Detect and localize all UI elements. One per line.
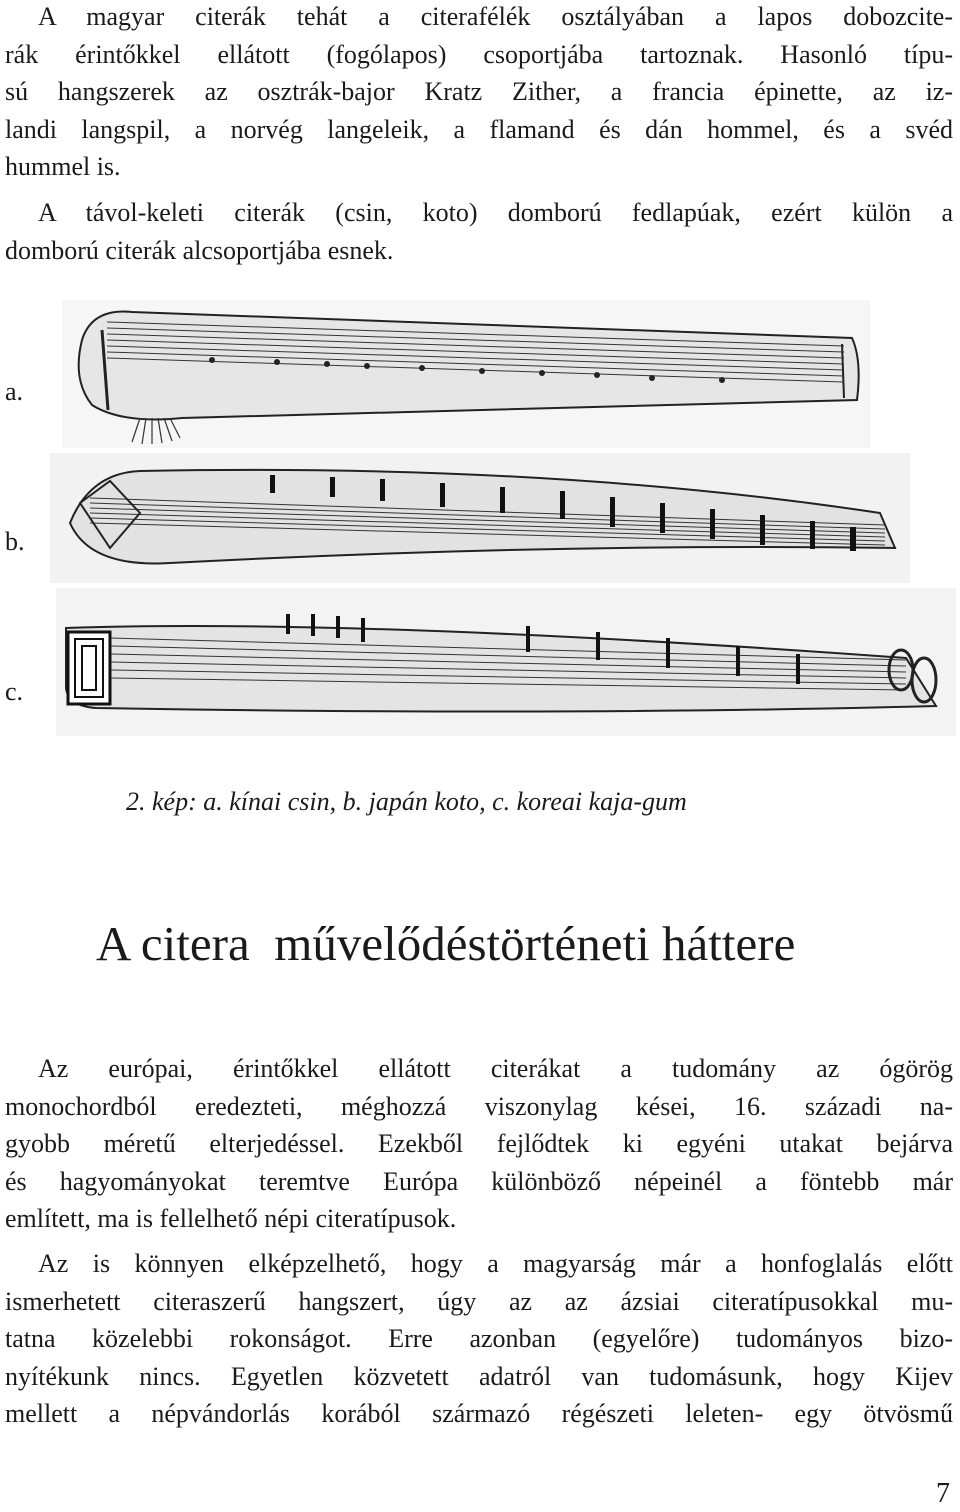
section-heading: A citera művelődéstörténeti háttere (96, 916, 796, 971)
text-line: monochordból eredezteti, méghozzá viszonylag kései, 16. századi na- (5, 1091, 953, 1121)
chinese-qin-illustration (62, 300, 870, 448)
page-number: 7 (936, 1478, 950, 1509)
text-line: domború citerák alcsoportjába esnek. (5, 235, 394, 265)
figure-caption: 2. kép: a. kínai csin, b. japán koto, c. koreai kaja-gum (126, 787, 687, 816)
text-line: Az európai, érintőkkel ellátott citerákat a tudomány az ógörög (38, 1054, 953, 1083)
text-line: tatna közelebbi rokonságot. Erre azonban (egyelőre) tudományos bizo- (5, 1324, 953, 1353)
text-line: ismerhetett citeraszerű hangszert, úgy az az ázsiai citeratípusokkal mu- (5, 1286, 953, 1316)
text-line: landi langspil, a norvég langeleik, a flamand és dán hommel, és a svéd (5, 114, 953, 144)
far-east-paragraph (5, 194, 953, 269)
text-line: gyobb méretű elterjedéssel. Ezekből fejlődtek ki egyéni utakat bejárva (5, 1129, 953, 1158)
text-line: mellett a népvándorlás korából származó régészeti leleten- egy ötvösmű (5, 1399, 953, 1428)
body-paragraph-2 (5, 1245, 953, 1433)
text-line: A magyar citerák tehát a citerafélék osztályában a lapos dobozcite- (38, 2, 953, 31)
body-paragraph-1 (5, 1050, 953, 1238)
text-line: A távol-keleti citerák (csin, koto) domború fedlapúak, ezért külön a (38, 198, 953, 227)
japanese-koto-illustration (50, 453, 910, 583)
intro-paragraph (5, 0, 953, 186)
text-line: nyítékunk nincs. Egyetlen közvetett adatról van tudomásunk, hogy Kijev (5, 1361, 953, 1391)
text-line: rák érintőkkel ellátott (fogólapos) csoportjába tartoznak. Hasonló típu- (5, 39, 953, 69)
figure-label-c: c. (5, 677, 24, 706)
text-line: és hagyományokat teremtve Európa különböző népeinél a föntebb már (5, 1166, 953, 1196)
figure-label-a: a. (5, 377, 24, 406)
text-line: sú hangszerek az osztrák-bajor Kratz Zither, a francia épinette, az iz- (5, 77, 953, 106)
korean-kayagum-illustration (56, 588, 956, 736)
text-line: Az is könnyen elképzelhető, hogy a magyarság már a honfoglalás előtt (38, 1249, 953, 1278)
figure-label-b: b. (5, 527, 25, 556)
text-line: hummel is. (5, 152, 121, 181)
text-line: említett, ma is fellelhető népi citeratípusok. (5, 1204, 457, 1233)
